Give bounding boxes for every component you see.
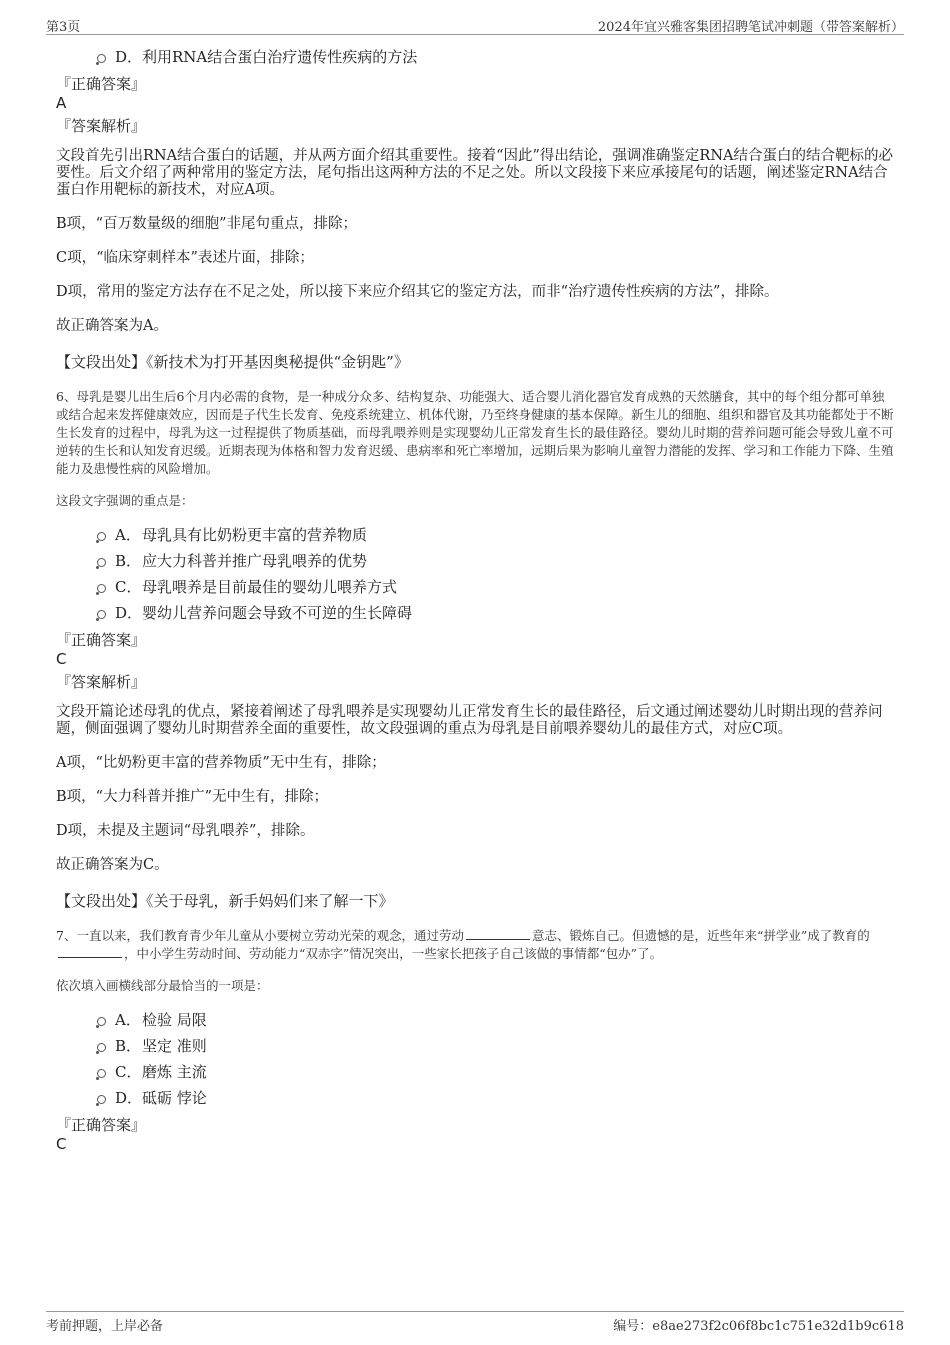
radio-icon[interactable] (97, 532, 106, 541)
q6-option-a[interactable] (56, 522, 894, 548)
analysis-paragraph: 故正确答案为C。 (56, 857, 169, 873)
question-stem: 6、母乳是婴儿出生后6个月内必需的食物，是一种成分众多、结构复杂、功能强大、适合婴儿消化器官发育成熟的天然膳食，其中的每个组分都可单独或结合起来发挥健康效应，因而是子代生长发育、免疫系统建立、机体代谢，乃至终身健康的基本保障。新生儿的细胞、组织和器官及其功能都处于不断生长发育的过程中，母乳为这一过程提供了物质基础，而母乳喂养则是实现婴幼儿正常发育生长的最佳路径。婴幼儿时期的营养问题可能会导致儿童不可逆转的生长和认知发育迟缓。近期表现为体格和智力发育迟缓、患病率和死亡率增加，远期后果为影响儿童智力潜能的发挥、学习和工作能力下降、生殖能力及患慢性病的风险增加。 (56, 389, 894, 476)
option-text: 婴幼儿营养问题会导致不可逆的生长障碍 (142, 604, 413, 622)
radio-icon[interactable] (97, 1017, 106, 1026)
analysis-paragraph: C项，“临床穿刺样本”表述片面，排除； (56, 250, 314, 266)
radio-icon[interactable] (97, 54, 106, 63)
option-letter: B． (115, 1037, 142, 1055)
option-list (56, 522, 894, 626)
stem-part: ，中小学生劳动时间、劳动能力“双赤字”情况突出，一些家长把孩子自己该做的事情都“包办”了。 (124, 946, 663, 961)
document-title: 2024年宜兴雅客集团招聘笔试冲刺题（带答案解析） (597, 20, 904, 35)
option-text: 应大力科普并推广母乳喂养的优势 (142, 552, 368, 570)
q5-block (56, 44, 894, 372)
page-header (46, 14, 904, 35)
option-letter: C． (115, 1063, 142, 1081)
option-text: 母乳喂养是目前最佳的婴幼儿喂养方式 (142, 578, 398, 596)
fill-blank (58, 945, 122, 958)
document-serial: 编号：e8ae273f2c06f8bc1c751e32d1b9c618 (613, 1319, 904, 1334)
footer-slogan: 考前押题，上岸必备 (46, 1319, 164, 1334)
question-prompt: 这段文字强调的重点是： (56, 493, 194, 508)
q7-option-b[interactable] (56, 1033, 894, 1059)
correct-answer: A (56, 94, 67, 112)
option-letter: B． (115, 552, 142, 570)
correct-answer: C (56, 1135, 67, 1153)
option-text: 母乳具有比奶粉更丰富的营养物质 (142, 526, 368, 544)
q7-block (56, 927, 894, 1153)
q6-option-c[interactable] (56, 574, 894, 600)
option-text: 检验 局限 (142, 1011, 207, 1029)
analysis-paragraph: 故正确答案为A。 (56, 318, 168, 334)
page-footer (46, 1311, 904, 1336)
radio-icon[interactable] (97, 558, 106, 567)
option-text: 磨炼 主流 (142, 1063, 207, 1081)
fill-blank (466, 927, 530, 940)
answer-label: 『正确答案』 (56, 631, 147, 649)
option-letter: D． (115, 604, 143, 622)
radio-icon[interactable] (97, 1069, 106, 1078)
analysis-paragraph: D项，常用的鉴定方法存在不足之处，所以接下来应介绍其它的鉴定方法，而非“治疗遗传性疾病的方法”，排除。 (56, 284, 779, 300)
text-source: 【文段出处】《新技术为打开基因奥秘提供“金钥匙”》 (56, 353, 409, 371)
option-text: 利用RNA结合蛋白治疗遗传性疾病的方法 (142, 48, 418, 66)
question-prompt: 依次填入画横线部分最恰当的一项是： (56, 978, 269, 993)
q5-option-d[interactable] (56, 44, 894, 70)
q7-option-a[interactable] (56, 1007, 894, 1033)
analysis-paragraph: D项，未提及主题词“母乳喂养”，排除。 (56, 823, 315, 839)
radio-icon[interactable] (97, 610, 106, 619)
analysis-paragraph: A项，“比奶粉更丰富的营养物质”无中生有，排除； (56, 755, 386, 771)
radio-icon[interactable] (97, 1043, 106, 1052)
radio-icon[interactable] (97, 1095, 106, 1104)
analysis-paragraph: B项，“大力科普并推广”无中生有，排除； (56, 789, 328, 805)
page-content (56, 44, 894, 1153)
q6-block (56, 388, 894, 911)
q7-option-c[interactable] (56, 1059, 894, 1085)
analysis-paragraph: B项，“百万数量级的细胞”非尾句重点，排除； (56, 216, 357, 232)
option-letter: A． (115, 1011, 141, 1029)
q6-option-d[interactable] (56, 600, 894, 626)
option-letter: D． (115, 1089, 143, 1107)
analysis-paragraph: 文段首先引出RNA结合蛋白的话题，并从两方面介绍其重要性。接着“因此”得出结论，强调准确鉴定RNA结合蛋白的结合靶标的必要性。后文介绍了两种常用的鉴定方法，尾句指出这两种方法的不足之处。所以文段接下来应承接尾句的话题，阐述鉴定RNA结合蛋白作用靶标的新技术，对应A项。 (56, 148, 893, 198)
stem-part: 7、一直以来，我们教育青少年儿童从小要树立劳动光荣的观念，通过劳动 (56, 928, 464, 943)
option-letter: D． (115, 48, 143, 66)
option-text: 砥砺 悖论 (142, 1089, 207, 1107)
stem-part: 意志、锻炼自己。但遗憾的是，近些年来“拼学业”成了教育的 (531, 928, 870, 943)
answer-label: 『正确答案』 (56, 1116, 147, 1134)
text-source: 【文段出处】《关于母乳，新手妈妈们来了解一下》 (56, 892, 394, 910)
analysis-label: 『答案解析』 (56, 117, 147, 135)
question-stem (56, 927, 894, 963)
analysis-label: 『答案解析』 (56, 673, 147, 691)
option-letter: A． (115, 526, 141, 544)
option-text: 坚定 准则 (142, 1037, 207, 1055)
option-list (56, 1007, 894, 1111)
analysis-paragraph: 文段开篇论述母乳的优点，紧接着阐述了母乳喂养是实现婴幼儿正常发育生长的最佳路径，后文通过阐述婴幼儿时期出现的营养问题，侧面强调了婴幼儿时期营养全面的重要性，故文段强调的重点为母乳是目前喂养婴幼儿的最佳方式，对应C项。 (56, 704, 883, 737)
answer-label: 『正确答案』 (56, 75, 147, 93)
page-number: 第3页 (46, 20, 81, 35)
q6-option-b[interactable] (56, 548, 894, 574)
correct-answer: C (56, 650, 67, 668)
q7-option-d[interactable] (56, 1085, 894, 1111)
radio-icon[interactable] (97, 584, 106, 593)
option-letter: C． (115, 578, 142, 596)
